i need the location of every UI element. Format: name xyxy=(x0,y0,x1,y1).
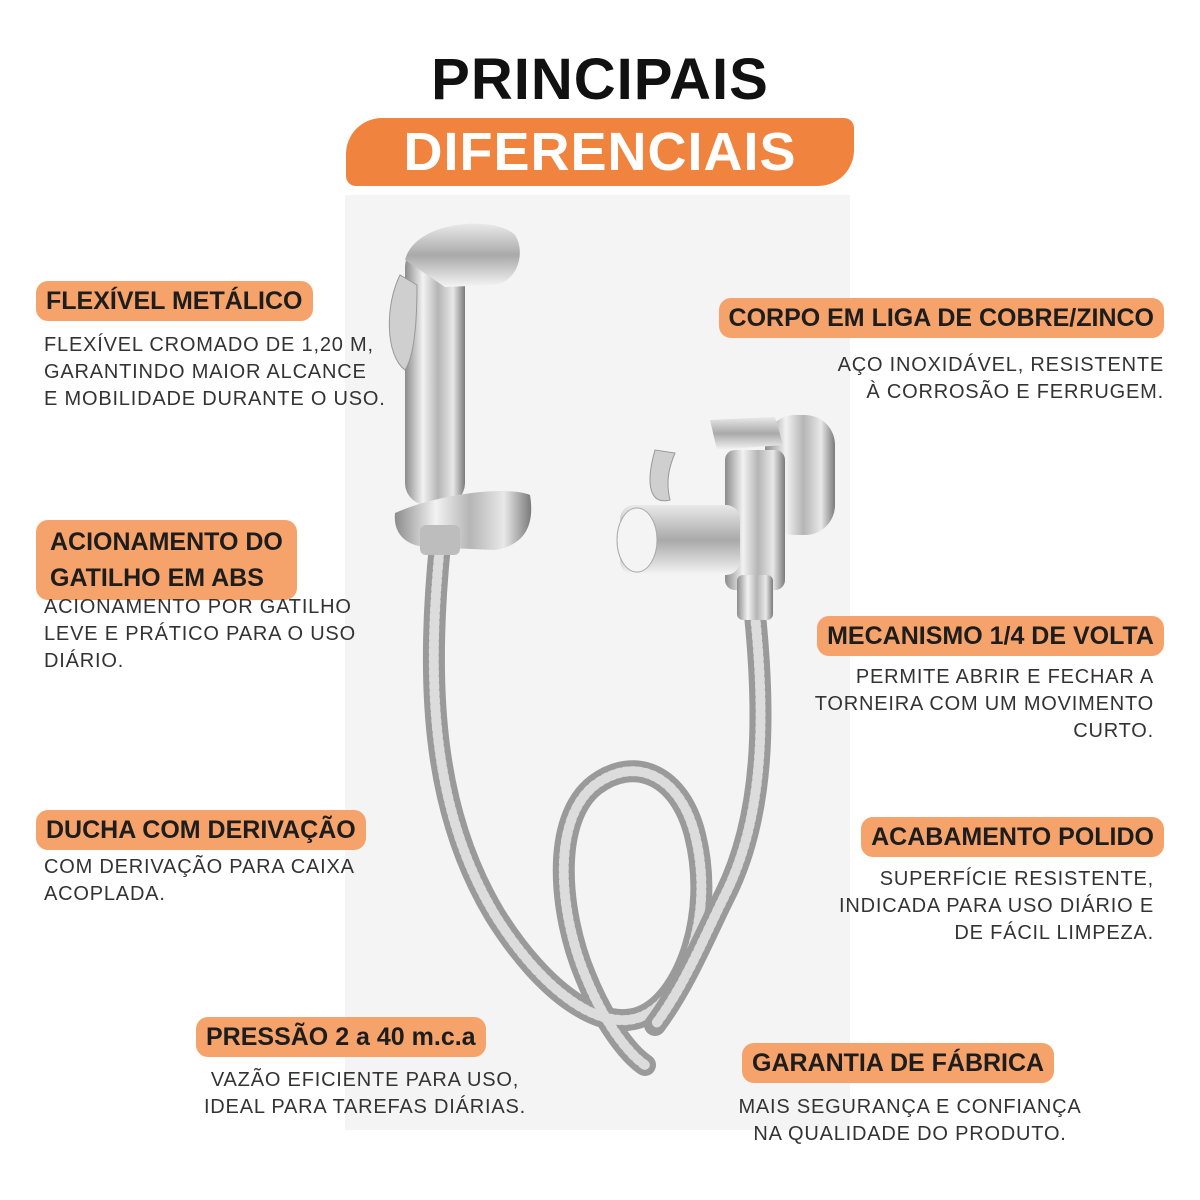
desc-line: DE FÁCIL LIMPEZA. xyxy=(954,922,1154,944)
feature-desc-acionamento xyxy=(44,594,384,675)
feature-desc-pressao xyxy=(180,1067,550,1121)
desc-line: FLEXÍVEL CROMADO DE 1,20 M, xyxy=(44,334,374,356)
feature-badge-flexivel: FLEXÍVEL METÁLICO xyxy=(36,281,313,321)
metal-hose xyxy=(434,545,702,1065)
feature-desc-ducha xyxy=(44,854,384,908)
desc-line: DIÁRIO. xyxy=(44,650,125,672)
feature-badge-acionamento xyxy=(36,520,297,600)
desc-line: LEVE E PRÁTICO PARA O USO xyxy=(44,623,356,645)
desc-line: PERMITE ABRIR E FECHAR A xyxy=(855,666,1154,688)
desc-line: INDICADA PARA USO DIÁRIO E xyxy=(839,895,1154,917)
feature-badge-pressao: PRESSÃO 2 a 40 m.c.a xyxy=(196,1017,486,1057)
page-subtitle: DIFERENCIAIS xyxy=(403,122,797,182)
desc-line: GARANTINDO MAIOR ALCANCE xyxy=(44,361,367,383)
feature-desc-corpo xyxy=(784,352,1164,406)
desc-line: CURTO. xyxy=(1073,720,1154,742)
feature-badge-mecanismo: MECANISMO 1/4 DE VOLTA xyxy=(817,616,1164,656)
feature-desc-acabamento xyxy=(774,866,1154,947)
desc-line: E MOBILIDADE DURANTE O USO. xyxy=(44,388,386,410)
feature-desc-flexivel xyxy=(44,332,404,413)
badge-line: ACIONAMENTO DO xyxy=(50,528,283,556)
desc-line: AÇO INOXIDÁVEL, RESISTENTE xyxy=(837,354,1164,376)
metal-hose-valve xyxy=(655,615,761,1025)
feature-desc-mecanismo xyxy=(774,664,1154,745)
desc-line: ACIONAMENTO POR GATILHO xyxy=(44,596,352,618)
desc-line: SUPERFÍCIE RESISTENTE, xyxy=(879,868,1154,890)
desc-line: À CORROSÃO E FERRUGEM. xyxy=(866,381,1164,403)
desc-line: TORNEIRA COM UM MOVIMENTO xyxy=(814,693,1154,715)
desc-line: ACOPLADA. xyxy=(44,883,166,905)
desc-line: IDEAL PARA TAREFAS DIÁRIAS. xyxy=(203,1096,527,1118)
badge-line: GATILHO EM ABS xyxy=(50,564,264,592)
feature-badge-corpo: CORPO EM LIGA DE COBRE/ZINCO xyxy=(719,298,1164,338)
valve-cap xyxy=(710,417,783,450)
feature-badge-garantia: GARANTIA DE FÁBRICA xyxy=(742,1043,1054,1083)
desc-line: MAIS SEGURANÇA E CONFIANÇA xyxy=(738,1096,1082,1118)
desc-line: COM DERIVAÇÃO PARA CAIXA xyxy=(44,856,355,878)
desc-line: NA QUALIDADE DO PRODUTO. xyxy=(753,1123,1067,1145)
page-title: PRINCIPAIS xyxy=(431,47,769,112)
valve-lever xyxy=(650,450,675,501)
feature-desc-garantia xyxy=(720,1094,1100,1148)
valve-connector xyxy=(737,575,773,620)
desc-line: VAZÃO EFICIENTE PARA USO, xyxy=(210,1069,520,1091)
feature-badge-acabamento: ACABAMENTO POLIDO xyxy=(861,817,1164,857)
feature-badge-ducha: DUCHA COM DERIVAÇÃO xyxy=(36,810,366,850)
